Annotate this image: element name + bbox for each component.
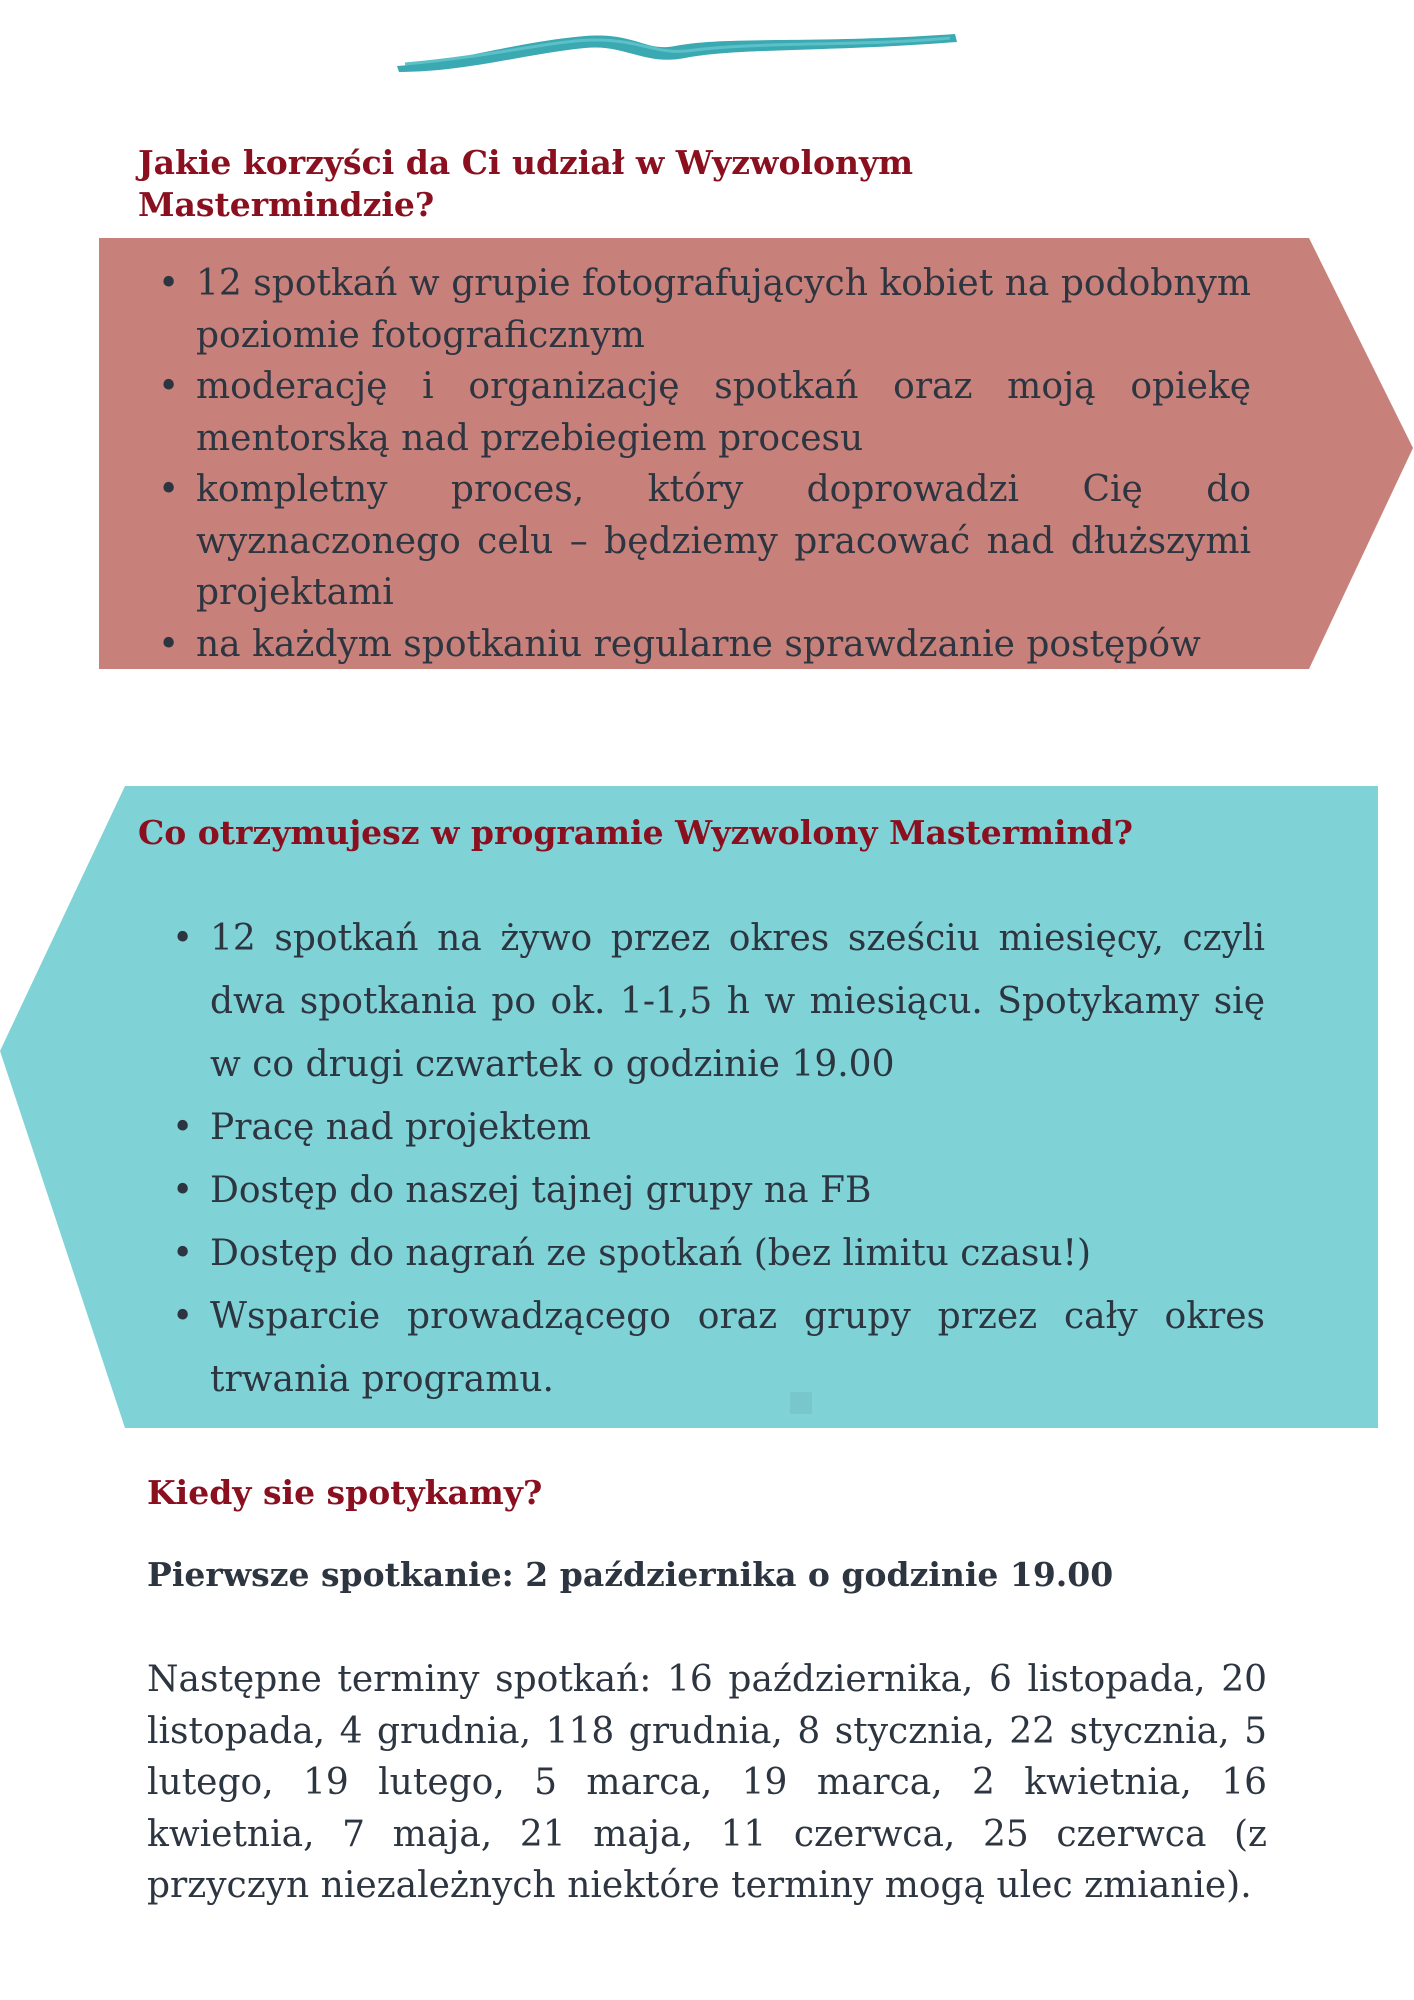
next-meeting-dates: Następne terminy spotkań: 16 października, 6 listopada, 20 listopada, 4 grudnia, 118 grudnia, 8 stycznia, 22 stycznia, 5 lutego, 19 lutego, 5 marca, 19 marca, 2 kwietnia, 16 kwietnia, 7 maja, 21 maja, 11 czerwca, 25 czerwca (z przyczyn niezależnych niektóre terminy mogą ulec zmianie).	[147, 1659, 1267, 1906]
list-item	[172, 907, 1265, 1096]
list-item	[172, 1222, 1265, 1285]
list-item	[172, 1159, 1265, 1222]
bullet-icon: •	[172, 1296, 194, 1337]
bullet-icon: •	[172, 1107, 194, 1148]
schedule-heading: Kiedy sie spotykamy?	[147, 1473, 543, 1512]
program-heading: Co otrzymujesz w programie Wyzwolony Mastermind?	[138, 813, 1133, 852]
bullet-icon: •	[158, 469, 180, 510]
benefits-heading-line2: Mastermindzie?	[138, 185, 435, 224]
program-item-text: Dostęp do nagrań ze spotkań (bez limitu czasu!)	[210, 1233, 1092, 1274]
bullet-icon: •	[172, 1233, 194, 1274]
program-item-text: Wsparcie prowadzącego oraz grupy przez cały okres trwania programu.	[210, 1296, 1265, 1400]
teal-square-mark	[790, 1392, 812, 1414]
benefit-item-text: na każdym spotkaniu regularne sprawdzanie postępów	[196, 623, 1201, 665]
program-item-text: 12 spotkań na żywo przez okres sześciu miesięcy, czyli dwa spotkania po ok. 1-1,5 h w miesiącu. Spotykamy się w co drugi czwartek o godzinie 19.00	[210, 918, 1265, 1085]
benefit-item-text: 12 spotkań w grupie fotografujących kobiet na podobnym poziomie fotograficznym	[196, 263, 1251, 356]
list-item	[172, 1096, 1265, 1159]
benefit-item-text: kompletny proces, który doprowadzi Cię do wyznaczonego celu – będziemy pracować nad dłuższymi projektami	[196, 469, 1251, 613]
bullet-icon: •	[158, 366, 180, 407]
benefits-list	[158, 258, 1251, 670]
program-list	[172, 907, 1265, 1411]
benefits-heading-line1: Jakie korzyści da Ci udział w Wyzwolonym	[138, 143, 914, 182]
list-item	[172, 1285, 1265, 1411]
list-item	[158, 361, 1251, 464]
bullet-icon: •	[158, 623, 180, 665]
list-item	[158, 619, 1251, 671]
list-item	[158, 464, 1251, 619]
first-meeting-date: Pierwsze spotkanie: 2 października o godzinie 19.00	[147, 1555, 1114, 1594]
bullet-icon: •	[172, 918, 194, 959]
program-item-text: Dostęp do naszej tajnej grupy na FB	[210, 1170, 872, 1211]
program-item-text: Pracę nad projektem	[210, 1107, 592, 1148]
bullet-icon: •	[172, 1170, 194, 1211]
brush-stroke-decoration	[395, 22, 965, 74]
benefits-heading	[138, 142, 913, 226]
list-item	[158, 258, 1251, 361]
bullet-icon: •	[158, 263, 180, 304]
benefit-item-text: moderację i organizację spotkań oraz moją opiekę mentorską nad przebiegiem procesu	[196, 366, 1251, 459]
